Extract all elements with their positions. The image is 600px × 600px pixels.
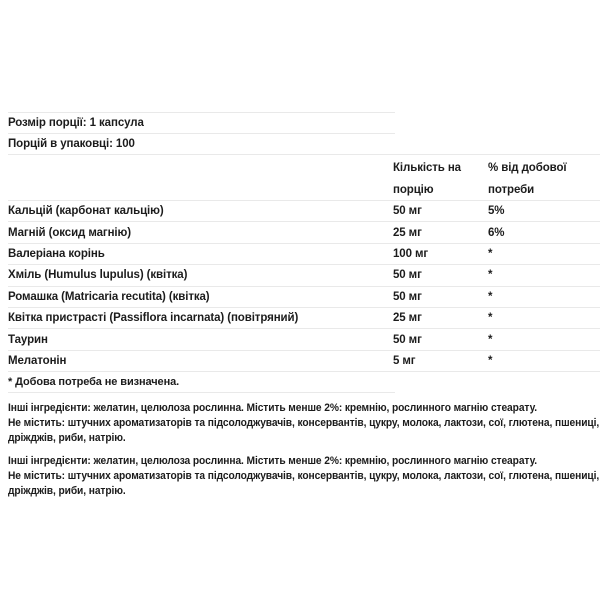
ingredient-name: Ромашка (Matricaria recutita) (квітка) xyxy=(8,290,210,303)
header-ingredient-spacer xyxy=(8,155,393,201)
does-not-contain-line-cont: дріжджів, риби, натрію. xyxy=(8,485,126,498)
ingredient-amount: 25 мг xyxy=(393,226,422,239)
table-row xyxy=(8,243,600,264)
table-row xyxy=(8,286,600,307)
table-row xyxy=(8,221,600,242)
ingredient-dv: * xyxy=(488,333,493,346)
ingredient-name: Таурин xyxy=(8,333,48,346)
ingredient-name: Мелатонін xyxy=(8,354,67,367)
ingredient-name: Хміль (Humulus lupulus) (квітка) xyxy=(8,269,188,282)
ingredient-dv: * xyxy=(488,290,493,303)
ingredient-name: Квітка пристрасті (Passiflora incarnata) (повітряний) xyxy=(8,312,299,325)
ingredient-amount: 5 мг xyxy=(393,354,416,367)
servings-per-container: Порцій в упаковці: 100 xyxy=(8,133,395,154)
table-header xyxy=(8,154,600,200)
serving-size: Розмір порції: 1 капсула xyxy=(8,112,395,133)
daily-value-footnote: * Добова потреба не визначена. xyxy=(8,372,395,393)
table-row xyxy=(8,200,600,221)
footnote-row xyxy=(8,371,600,393)
ingredient-dv: 6% xyxy=(488,226,505,239)
other-ingredients-paragraph-repeat xyxy=(8,454,600,499)
ingredient-amount: 50 мг xyxy=(393,290,422,303)
other-ingredients-line: Інші інгредієнти: желатин, целюлоза рослинна. Містить менше 2%: кремнію, рослинного магнію стеарату. xyxy=(8,455,538,468)
ingredient-amount: 50 мг xyxy=(393,269,422,282)
table-row xyxy=(8,350,600,371)
ingredient-amount: 50 мг xyxy=(393,333,422,346)
header-amount-line1: Кількість на xyxy=(393,162,461,174)
header-dv-line1: % від добової xyxy=(488,162,567,174)
header-amount-line2: порцію xyxy=(393,184,434,196)
ingredient-amount: 100 мг xyxy=(393,247,429,260)
does-not-contain-line: Не містить: штучних ароматизаторів та підсолоджувачів, консервантів, цукру, молока, лактози, сої, глютена, пшениці, xyxy=(8,470,600,483)
ingredient-dv: * xyxy=(488,247,493,260)
does-not-contain-line-cont: дріжджів, риби, натрію. xyxy=(8,432,126,445)
ingredient-dv: * xyxy=(488,354,493,367)
table-row xyxy=(8,328,600,349)
header-dv-line2: потреби xyxy=(488,184,535,196)
ingredient-dv: 5% xyxy=(488,205,505,218)
other-ingredients-paragraph xyxy=(8,401,600,446)
ingredient-name: Магній (оксид магнію) xyxy=(8,226,131,239)
table-row xyxy=(8,307,600,328)
header-daily-value xyxy=(488,155,600,201)
ingredient-amount: 50 мг xyxy=(393,205,422,218)
table-row xyxy=(8,264,600,285)
other-ingredients-line: Інші інгредієнти: желатин, целюлоза рослинна. Містить менше 2%: кремнію, рослинного магнію стеарату. xyxy=(8,402,538,415)
ingredient-amount: 25 мг xyxy=(393,312,422,325)
does-not-contain-line: Не містить: штучних ароматизаторів та підсолоджувачів, консервантів, цукру, молока, лактози, сої, глютена, пшениці, xyxy=(8,417,600,430)
ingredient-name: Кальцій (карбонат кальцію) xyxy=(8,205,164,218)
ingredient-dv: * xyxy=(488,269,493,282)
ingredient-dv: * xyxy=(488,312,493,325)
header-amount-per-serving xyxy=(393,155,488,201)
ingredient-name: Валеріана корінь xyxy=(8,247,105,260)
